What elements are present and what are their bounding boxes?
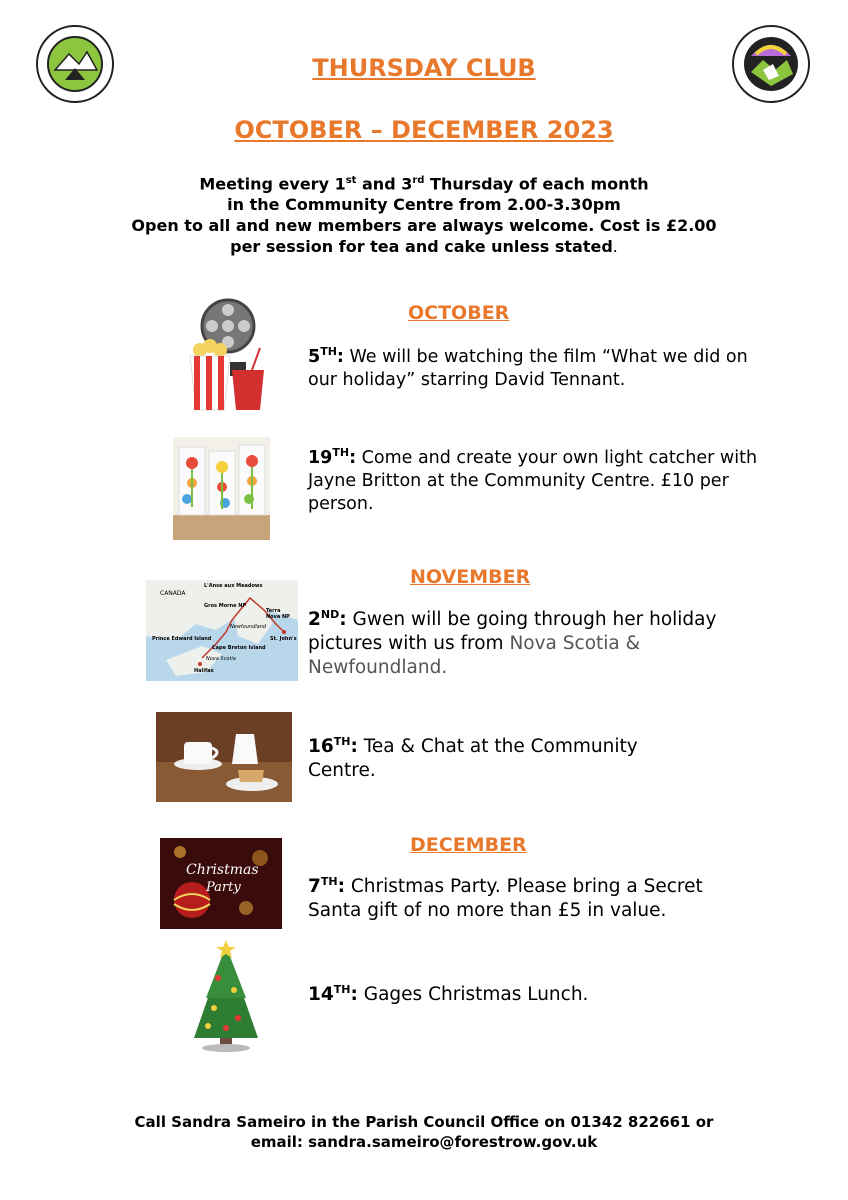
- event-november-16: 16TH: Tea & Chat at the Community Centre.: [308, 735, 638, 782]
- party-image-text: Party: [206, 880, 241, 895]
- map-label: CANADA: [160, 590, 186, 597]
- party-image-text: Christmas: [186, 862, 259, 878]
- map-label: Prince Edward Island: [152, 636, 212, 642]
- christmas-party-image: [160, 838, 282, 929]
- map-label: St. John's: [270, 636, 297, 642]
- film-popcorn-image: [186, 298, 268, 412]
- event-october-19: 19TH: Come and create your own light catcher with Jayne Britton at the Community Centre. £10 per person.: [308, 446, 758, 514]
- map-label: Cape Breton Island: [212, 645, 266, 651]
- page-title: THURSDAY CLUB: [312, 54, 536, 82]
- event-november-2: 2ND: Gwen will be going through her holiday pictures with us from Nova Scotia & Newfoundland.: [308, 608, 717, 679]
- intro-text: Meeting every 1st and 3rd Thursday of each month in the Community Centre from 2.00-3.30pm Open to all and new members are always welcome. Cost is £2.00 per session for tea and cake unless stated.: [131, 174, 717, 257]
- map-label: Terra Nova NP: [266, 608, 290, 620]
- map-label: Newfoundland: [230, 624, 267, 630]
- map-label: Gros Morne NP: [204, 603, 247, 609]
- tea-and-cake-image: [156, 712, 292, 802]
- month-heading-november: NOVEMBER: [410, 566, 531, 588]
- map-label: L'Anse aux Meadows: [204, 583, 263, 589]
- month-heading-december: DECEMBER: [410, 834, 527, 856]
- nova-scotia-newfoundland-map: [146, 580, 298, 681]
- event-december-7: 7TH: Christmas Party. Please bring a Secret Santa gift of no more than £5 in value.: [308, 875, 703, 922]
- light-catcher-image: [173, 437, 270, 540]
- event-october-5: 5TH: We will be watching the film “What we did on our holiday” starring David Tennant.: [308, 345, 748, 390]
- contact-footer: Call Sandra Sameiro in the Parish Council Office on 01342 822661 or email: sandra.sameiro@forestrow.gov.uk: [134, 1113, 714, 1151]
- page-subtitle: OCTOBER – DECEMBER 2023: [234, 116, 614, 144]
- map-label: Halifax: [194, 668, 214, 674]
- christmas-tree-image: [186, 938, 266, 1054]
- event-december-14: 14TH: Gages Christmas Lunch.: [308, 983, 589, 1006]
- month-heading-october: OCTOBER: [408, 302, 510, 324]
- map-label: Nova Scotia: [206, 656, 236, 662]
